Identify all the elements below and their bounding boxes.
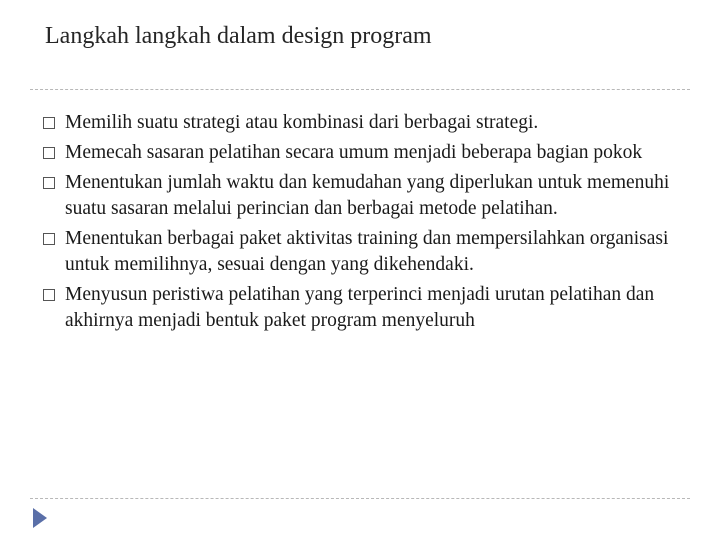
bullet-item [43, 170, 693, 222]
bullet-text: Menentukan jumlah waktu dan kemudahan yang diperlukan untuk memenuhi suatu sasaran melalui perincian dan berbagai metode pelatihan. [65, 172, 670, 219]
square-bullet-icon [43, 177, 55, 189]
square-bullet-icon [43, 117, 55, 129]
bullet-text: Memilih suatu strategi atau kombinasi dari berbagai strategi. [65, 112, 539, 133]
bullet-list [43, 110, 693, 338]
bullet-item [43, 110, 693, 136]
bullet-item [43, 140, 693, 166]
bullet-text: Memecah sasaran pelatihan secara umum menjadi beberapa bagian pokok [65, 142, 643, 163]
square-bullet-icon [43, 289, 55, 301]
bullet-item [43, 282, 693, 334]
bullet-text: Menyusun peristiwa pelatihan yang terperinci menjadi urutan pelatihan dan akhirnya menjadi bentuk paket program menyeluruh [65, 284, 655, 331]
bottom-divider [30, 498, 690, 499]
slide-title: Langkah langkah dalam design program [45, 23, 432, 49]
next-arrow-icon[interactable] [33, 508, 47, 528]
bullet-item [43, 226, 693, 278]
square-bullet-icon [43, 147, 55, 159]
square-bullet-icon [43, 233, 55, 245]
top-divider [30, 89, 690, 90]
bullet-text: Menentukan berbagai paket aktivitas training dan mempersilahkan organisasi untuk memilihnya, sesuai dengan yang dikehendaki. [65, 228, 669, 275]
